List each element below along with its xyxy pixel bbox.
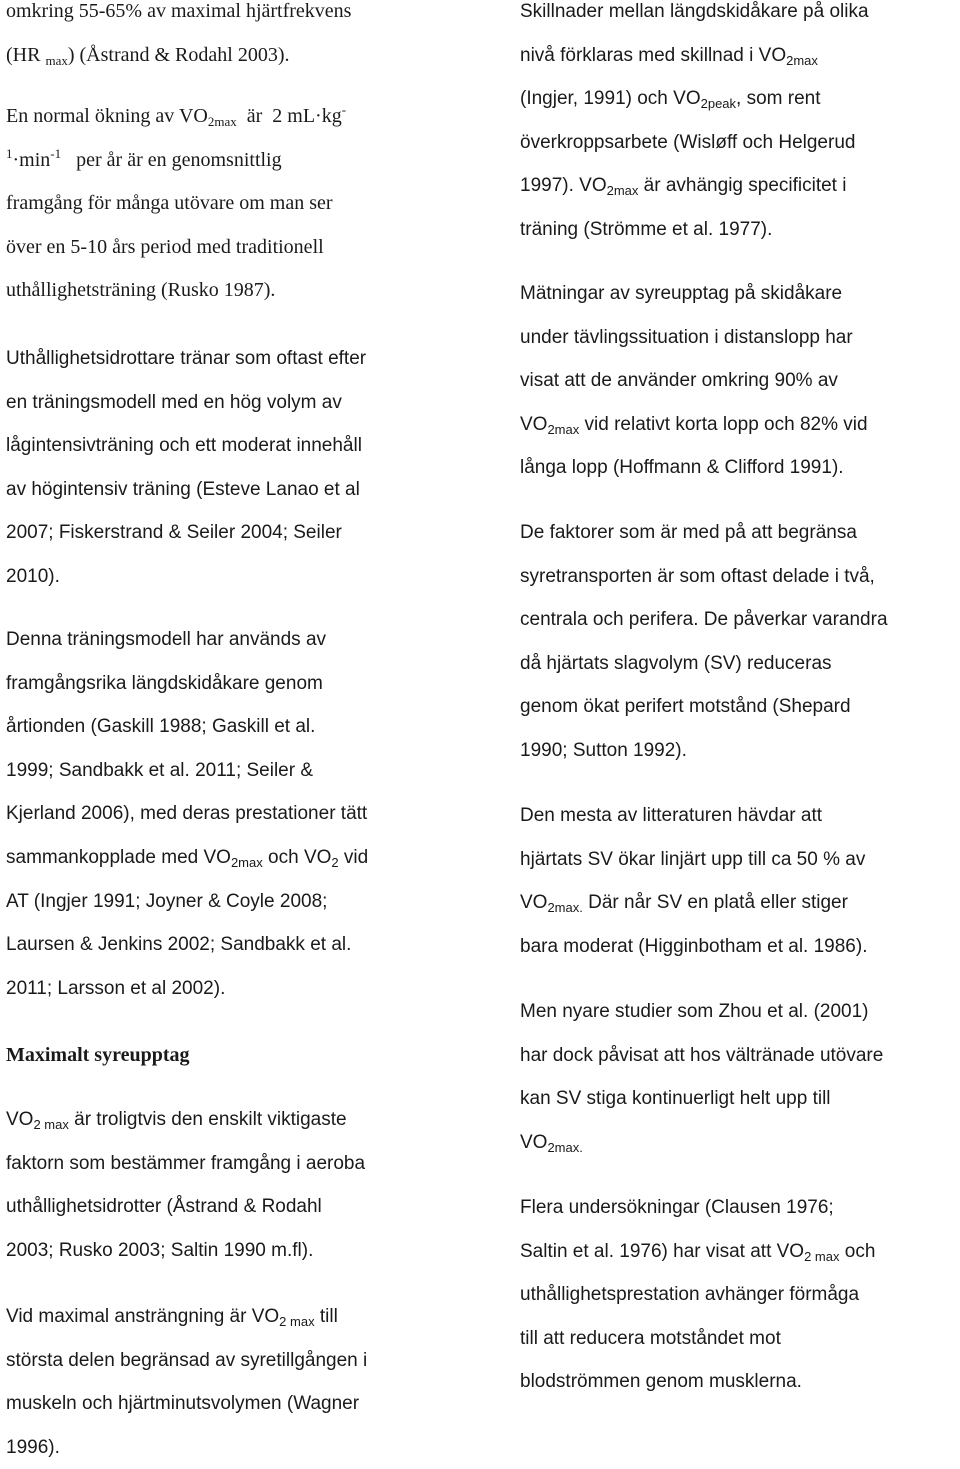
text-line: av högintensiv träning (Esteve Lanao et al bbox=[6, 478, 360, 500]
paragraph-skier-differences bbox=[520, 0, 869, 252]
text-line: Flera undersökningar (Clausen 1976; bbox=[520, 1197, 834, 1218]
text-line: 1997). $VO_{2max}$ är avhängig specificitet i bbox=[520, 175, 847, 199]
text-line: sammankopplade med $VO_{2max}$ och $VO_2$ vid bbox=[6, 846, 369, 870]
paragraph-max-effort bbox=[6, 1295, 367, 1469]
text-line: uthållighetsprestation avhänger förmåga bbox=[520, 1284, 860, 1306]
text-line: årtionden (Gaskill 1988; Gaskill et al. bbox=[6, 716, 316, 738]
text-line: 1990; Sutton 1992). bbox=[520, 739, 687, 761]
text-line: största delen begränsad av syretillgången i bbox=[6, 1349, 368, 1371]
text-line: lågintensivträning och ett moderat innehåll bbox=[6, 435, 362, 457]
paragraph-literature bbox=[520, 794, 867, 968]
text-line: Laursen & Jenkins 2002; Sandbakk et al. bbox=[6, 934, 352, 956]
text-line: Denna träningsmodell har används av bbox=[6, 629, 327, 650]
text-line: överkroppsarbete (Wisløff och Helgerud bbox=[520, 131, 856, 153]
text-line: AT (Ingjer 1991; Joyner & Coyle 2008; bbox=[6, 890, 328, 912]
text-line: Kjerland 2006), med deras prestationer tätt bbox=[6, 803, 368, 825]
text-line: hjärtats SV ökar linjärt upp till ca 50 % av bbox=[520, 848, 866, 870]
text-line: 2007; Fiskerstrand & Seiler 2004; Seiler bbox=[6, 522, 342, 544]
text-line: framgångsrika längdskidåkare genom bbox=[6, 672, 323, 694]
text-line: en träningsmodell med en hög volym av bbox=[6, 391, 342, 413]
paragraph-newer-studies bbox=[520, 990, 883, 1164]
text-line: blodströmmen genom musklerna. bbox=[520, 1371, 802, 1393]
text-line: Saltin et al. 1976) har visat att $VO_{2 max}$ och bbox=[520, 1240, 876, 1264]
text-line: En normal ökning av $VO_{2max}$ är 2 mL·kg- bbox=[6, 102, 347, 129]
text-line: 1999; Sandbakk et al. 2011; Seiler & bbox=[6, 759, 314, 781]
paragraph-vo2max-factor bbox=[6, 1098, 365, 1272]
text-line: $VO_{2 max}$ är troligtvis den enskilt viktigaste bbox=[6, 1109, 347, 1132]
text-line: Vid maximal ansträngning är $VO_{2 max}$ till bbox=[6, 1306, 338, 1329]
paragraph-factors bbox=[520, 511, 888, 773]
section-heading: Maximalt syreupptag bbox=[6, 1044, 190, 1066]
text-line: (HR $_{max}$) (Åstrand & Rodahl 2003). bbox=[6, 43, 290, 68]
paragraph-measurements bbox=[520, 272, 868, 490]
text-line: har dock påvisat att hos vältränade utövare bbox=[520, 1044, 884, 1066]
text-line: visat att de använder omkring 90% av bbox=[520, 370, 838, 392]
text-line: $VO_{2max.}$ bbox=[520, 1131, 583, 1155]
text-line: syretransporten är som oftast delade i två, bbox=[520, 565, 875, 587]
text-line: uthållighetsidrotter (Åstrand & Rodahl bbox=[6, 1196, 322, 1218]
text-line: $VO_{2max}$ vid relativt korta lopp och 82% vid bbox=[520, 413, 868, 437]
text-line: centrala och perifera. De påverkar varandra bbox=[520, 609, 888, 631]
text-line: till att reducera motståndet mot bbox=[520, 1327, 781, 1349]
text-line: 2011; Larsson et al 2002). bbox=[6, 977, 226, 999]
text-line: träning (Strömme et al. 1977). bbox=[520, 218, 773, 240]
text-line: långa lopp (Hoffmann & Clifford 1991). bbox=[520, 457, 844, 479]
text-line: Men nyare studier som Zhou et al. (2001) bbox=[520, 1001, 869, 1022]
paragraph-skiers bbox=[6, 618, 368, 1010]
text-line: omkring 55-65% av maximal hjärtfrekvens bbox=[6, 0, 352, 22]
text-line: Skillnader mellan längdskidåkare på olika bbox=[520, 1, 869, 22]
text-line: över en 5-10 års period med traditionell bbox=[6, 235, 324, 258]
text-line: muskeln och hjärtminutsvolymen (Wagner bbox=[6, 1393, 360, 1415]
text-line: kan SV stiga kontinuerligt helt upp till bbox=[520, 1088, 831, 1110]
text-line: framgång för många utövare om man ser bbox=[6, 192, 333, 215]
text-line: De faktorer som är med på att begränsa bbox=[520, 522, 857, 543]
text-line: (Ingjer, 1991) och $VO_{2peak}$, som rent bbox=[520, 88, 821, 112]
text-line: faktorn som bestämmer framgång i aeroba bbox=[6, 1152, 366, 1174]
text-line: 1996). bbox=[6, 1436, 60, 1458]
paragraph-training-model bbox=[6, 337, 366, 599]
paragraph-hr bbox=[6, 0, 351, 77]
paragraph-vo2-increase bbox=[6, 95, 346, 313]
text-line: bara moderat (Higginbotham et al. 1986). bbox=[520, 935, 868, 957]
text-line: $^1\cdot\min^{-1}$ per år är en genomsnittlig bbox=[6, 145, 282, 171]
text-line: Den mesta av litteraturen hävdar att bbox=[520, 805, 823, 826]
text-line: Uthållighetsidrottare tränar som oftast efter bbox=[6, 348, 367, 369]
text-line: genom ökat perifert motstånd (Shepard bbox=[520, 696, 851, 718]
text-line: 2003; Rusko 2003; Saltin 1990 m.fl). bbox=[6, 1239, 314, 1261]
text-line: nivå förklaras med skillnad i $VO_{2max}$ bbox=[520, 44, 818, 68]
text-line: uthållighetsträning (Rusko 1987). bbox=[6, 279, 276, 302]
text-line: Mätningar av syreupptag på skidåkare bbox=[520, 283, 843, 304]
text-line: under tävlingssituation i distanslopp har bbox=[520, 326, 853, 348]
text-line: 2010). bbox=[6, 565, 60, 587]
text-line: då hjärtats slagvolym (SV) reduceras bbox=[520, 652, 832, 674]
paragraph-investigations bbox=[520, 1186, 875, 1404]
text-line: $VO_{2max.}$ Där når SV en platå eller stiger bbox=[520, 892, 848, 916]
